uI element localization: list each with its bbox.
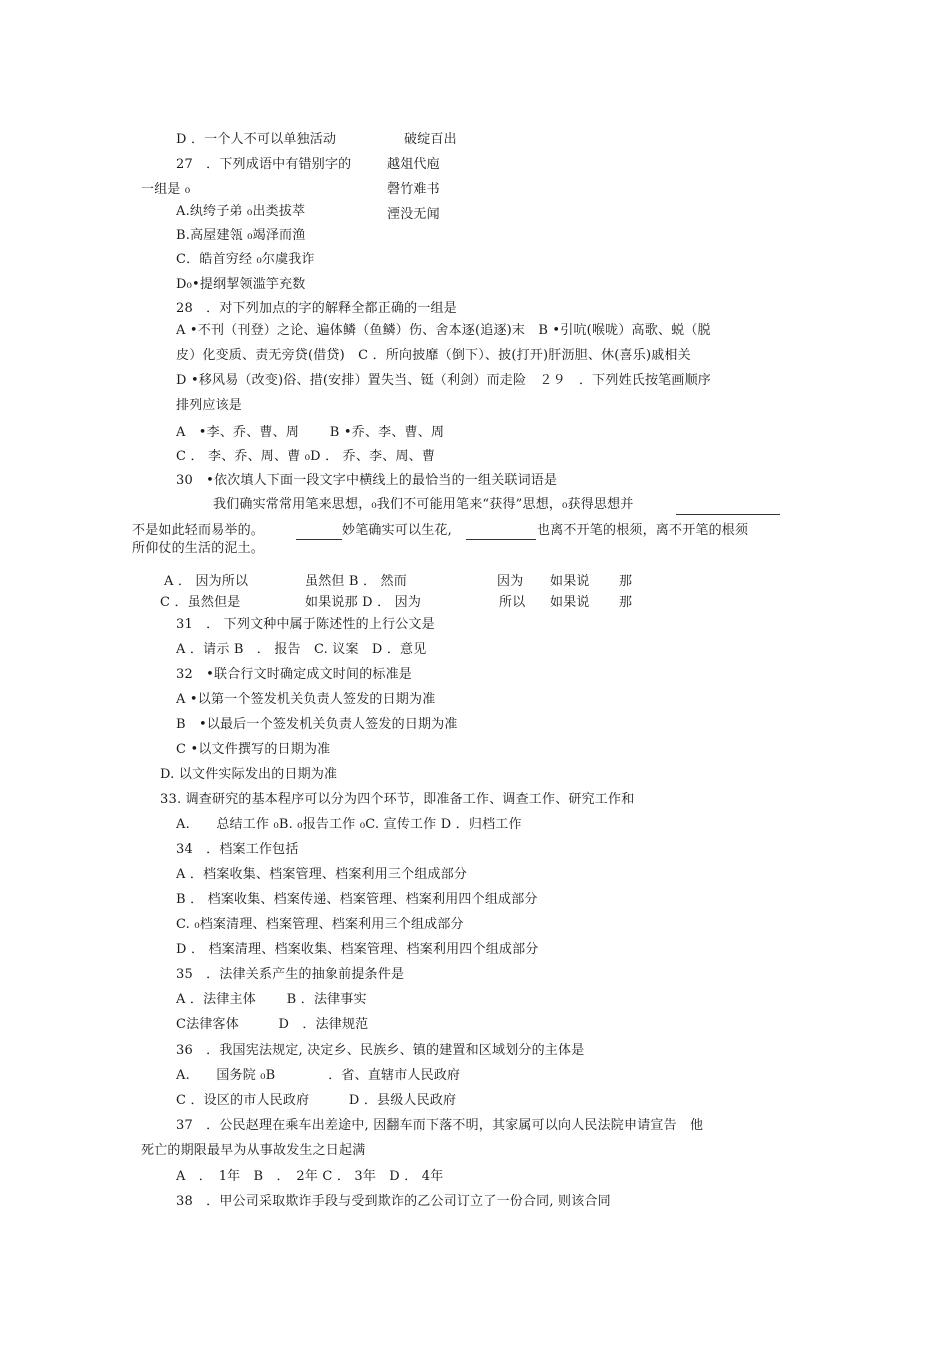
blank-line: [296, 539, 342, 540]
idiom-2: 越俎代庖: [387, 157, 440, 172]
question-28: 28 ．对下列加点的字的解释全都正确的一组是: [176, 301, 457, 316]
q30-option-c2: 如果说那 D ． 因为: [305, 595, 422, 610]
q30-option-b2: 因为: [497, 574, 524, 589]
question-35: 35 ．法律关系产生的抽象前提条件是: [176, 967, 405, 982]
q35-options-ab: A ．法律主体 B ．法律事实: [176, 992, 367, 1007]
q36-options-cd: C ．设区的市人民政府 D ．县级人民政府: [176, 1093, 457, 1108]
q30-option-a2: 虽然但 B ． 然而: [305, 574, 407, 589]
q30-option-d2: 所以: [499, 595, 526, 610]
q33-options: A. 总结工作 ₀B. ₀报告工作 ₀C. 宣传工作 D ．归档工作: [176, 817, 522, 832]
q32-option-d: D. 以文件实际发出的日期为准: [160, 767, 338, 782]
option-d-q27: D₀•提纲挈领滥竽充数: [176, 277, 306, 292]
q37-options: A ． 1年 B ． 2年 C ． 3年 D ． 4年: [176, 1169, 444, 1184]
q34-option-a: A ．档案收集、档案管理、档案利用三个组成部分: [176, 867, 468, 882]
question-31: 31 ． 下列文种中属于陈述性的上行公文是: [176, 617, 435, 632]
q28-line-1: A •不刊（刊登）之论、遍体鳞（鱼鳞）伤、舍本逐(追逐)末 B •引吭(喉咙）高歌、蜕（脱: [176, 323, 711, 338]
q32-option-a: A •以第一个签发机关负责人签发的日期为准: [176, 692, 436, 707]
question-36: 36 ．我国宪法规定, 决定乡、民族乡、镇的建置和区域划分的主体是: [176, 1043, 585, 1058]
option-c-q27: C．皓首穷经 ₀尔虞我诈: [176, 252, 315, 267]
question-37-cont: 死亡的期限最早为从事故发生之日起满: [141, 1143, 366, 1158]
option-b-q27: B.高屋建瓴 ₀竭泽而渔: [176, 228, 306, 243]
idiom-1: 破绽百出: [404, 132, 457, 147]
question-32: 32 •联合行文时确定成文时间的标准是: [176, 667, 413, 682]
q32-option-b: B •以最后一个签发机关负责人签发的日期为准: [176, 717, 458, 732]
q34-option-b: B ． 档案收集、档案传递、档案管理、档案利用四个组成部分: [176, 892, 538, 907]
question-30: 30 •依次填人下面一段文字中横线上的最恰当的一组关联词语是: [176, 473, 558, 488]
question-27: 27 ．下列成语中有错别字的: [176, 157, 352, 172]
q30-option-d4: 那: [619, 595, 633, 610]
q30-option-d3: 如果说: [550, 595, 590, 610]
q36-options-ab: A. 国务院 ₀B ．省、直辖市人民政府: [176, 1068, 461, 1083]
q30-option-a: A ． 因为所以: [164, 574, 249, 589]
option-a-q27: A.纨绔子弟 ₀出类拔萃: [176, 204, 306, 219]
q34-option-c: C. ₀档案清理、档案管理、档案利用三个组成部分: [176, 917, 464, 932]
q35-options-cd: C法律客体 D ．法律规范: [176, 1017, 369, 1032]
q32-option-c: C •以文件撰写的日期为准: [176, 742, 331, 757]
question-33: 33. 调查研究的基本程序可以分为四个环节，即准备工作、调查工作、研究工作和: [160, 792, 635, 807]
q28-line-2: 皮）化变质、责无旁贷(借贷) C ．所向披靡（倒下）、披(打开)肝沥胆、休(喜乐)戚相关: [176, 348, 691, 363]
question-34: 34 ．档案工作包括: [176, 842, 299, 857]
idiom-4: 湮没无闻: [387, 207, 440, 222]
question-37: 37 ．公民赵理在乘车出差途中, 因翻车而下落不明，其家属可以向人民法院申请宣告 他: [176, 1118, 704, 1133]
blank-line: [466, 539, 536, 540]
q30-option-b4: 那: [619, 574, 633, 589]
q29-cont: 排列应该是: [176, 398, 243, 413]
blank-line: [676, 514, 780, 515]
q30-passage-2b: 妙笔确实可以生花,: [342, 523, 452, 538]
question-27-cont: 一组是 ₀: [141, 182, 191, 197]
q30-option-b3: 如果说: [550, 574, 590, 589]
q34-option-d: D ． 档案清理、档案收集、档案管理、档案利用四个组成部分: [176, 942, 539, 957]
q30-option-c: C ．虽然但是: [160, 595, 241, 610]
q28-line-3: D •移风易（改变)俗、措(安排）置失当、铤（利剑）而走险 ２９ ．下列姓氏按笔画顺序: [176, 373, 711, 388]
option-d-q26: D ．一个人不可以单独活动: [176, 132, 337, 147]
q30-passage-2c: 也离不开笔的根须，离不开笔的根须: [537, 523, 749, 538]
idiom-3: 磬竹难书: [387, 182, 440, 197]
q31-options: A ．请示 B ． 报告 C. 议案 D ．意见: [176, 642, 427, 657]
q29-options-ab: A •李、乔、曹、周 B •乔、李、曹、周: [176, 425, 445, 440]
q30-passage-2a: 不是如此轻而易举的。: [132, 523, 265, 538]
question-38: 38 ．甲公司采取欺诈手段与受到欺诈的乙公司订立了一份合同, 则该合同: [176, 1194, 611, 1209]
q30-passage-1: 我们确实常常用笔来思想，₀我们不可能用笔来“获得”思想，₀获得思想并: [213, 497, 634, 512]
q29-options-cd: C ． 李、乔、周、曹 ₀D ． 乔、李、周、曹: [176, 449, 436, 464]
q30-passage-3: 所仰仗的生活的泥土。: [132, 541, 265, 556]
